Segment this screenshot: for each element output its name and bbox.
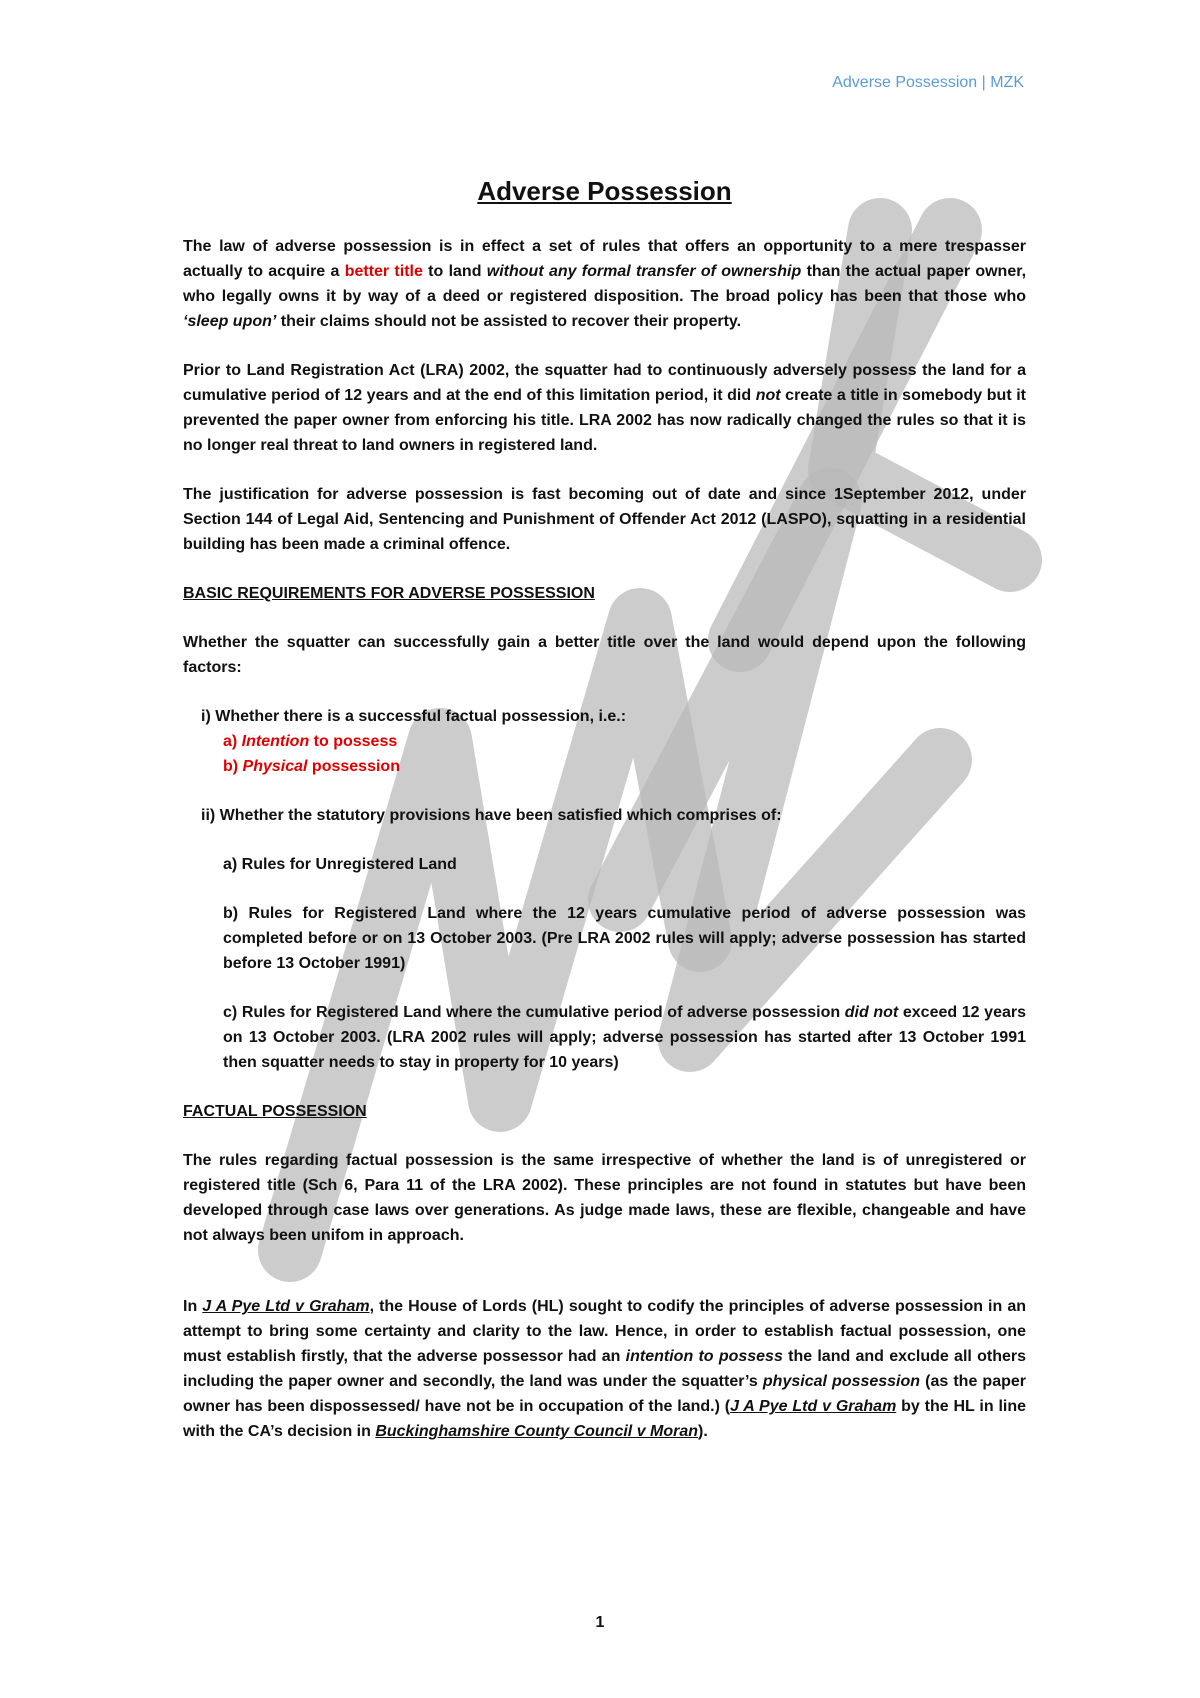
italic-run: ‘sleep upon’ [183, 313, 277, 330]
text-run: Prior to Land Registration Act (LRA) 2002, the squatter had to continuously adversely possess the land for a cumulative period of 12 years and at the end of this limitation period, it did [183, 362, 1026, 404]
paragraph-intro [183, 234, 1026, 334]
text-run: , the House of Lords (HL) sought to codify the principles of adverse possession in an attempt to bring some certainty and clarity to the law. Hence, in order to establish factual possession, one must establish firstly, that the adverse possessor had an [183, 1298, 1027, 1365]
list-factual-possession [201, 704, 1026, 779]
italic-run: did not [844, 1004, 899, 1021]
text-run: by the HL in line with the CA’s decision in [183, 1398, 1027, 1440]
text-run: In [183, 1298, 203, 1315]
list-statutory-provisions [201, 803, 1026, 828]
text-run: (as the paper owner has been dispossessed/ have not be in occupation of the land.) ( [183, 1373, 1027, 1415]
paragraph-laspo: The justification for adverse possession is fast becoming out of date and since 1September 2012, under Section 144 of Legal Aid, Sentencing and Punishment of Offender Act 2012 (LASPO), squatting in a residential building has been made a criminal offence. [183, 486, 1026, 553]
list-item-registered-pre: b) Rules for Registered Land where the 12 years cumulative period of adverse possession was completed before or on 13 October 2003. (Pre LRA 2002 rules will apply; adverse possession has started before 13 October 1991) [223, 905, 1026, 972]
italic-run: Intention [241, 733, 310, 750]
case-citation: Buckinghamshire County Council v Moran [375, 1423, 699, 1440]
italic-run: without any formal transfer of ownership [486, 263, 802, 280]
italic-run: Physical [242, 758, 308, 775]
document-body [183, 174, 1026, 1468]
list-marker: b) [223, 758, 243, 775]
text-run: ). [698, 1423, 708, 1440]
list-item-registered-post [223, 1000, 1026, 1075]
italic-run: not [755, 387, 781, 404]
text-run: than the actual paper owner, who legally owns it by way of a deed or registered disposition. The broad policy has been that those who [183, 263, 1027, 305]
text-run: exceed 12 years on 13 October 2003. (LRA 2002 rules will apply; adverse possession has started after 13 October 1991 then squatter needs to stay in property for 10 years) [223, 1004, 1026, 1071]
paragraph-factual-rules: The rules regarding factual possession is the same irrespective of whether the land is of unregistered or registered title (Sch 6, Para 11 of the LRA 2002). These principles are not found in statutes but have been developed through case laws over generations. As judge made laws, these are flexible, changeable and have not always been unifom in approach. [183, 1152, 1026, 1244]
paragraph-lra [183, 358, 1026, 458]
case-citation: J A Pye Ltd v Graham [202, 1298, 370, 1315]
text-run: c) Rules for Registered Land where the cumulative period of adverse possession [223, 1004, 845, 1021]
text-run: to possess [309, 733, 398, 750]
page-number: 1 [595, 1614, 605, 1631]
italic-run: intention to possess [625, 1348, 783, 1365]
italic-run: physical possession [762, 1373, 921, 1390]
list-item-physical [223, 754, 1026, 779]
text-run: possession [307, 758, 400, 775]
text-run: The law of adverse possession is in effect a set of rules that offers an opportunity to a mere trespasser actually to acquire a [183, 238, 1026, 280]
running-header: Adverse Possession | MZK [832, 74, 1024, 91]
paragraph-factors: Whether the squatter can successfully gain a better title over the land would depend upon the following factors: [183, 634, 1026, 676]
list-item-intention [223, 729, 1026, 754]
spacer [183, 1272, 1026, 1294]
case-citation: J A Pye Ltd v Graham [730, 1398, 897, 1415]
list-label: i) Whether there is a successful factual possession, i.e.: [201, 708, 627, 725]
list-marker: a) [223, 733, 242, 750]
list-item-unregistered: a) Rules for Unregistered Land [223, 856, 457, 873]
heading-factual-possession: FACTUAL POSSESSION [183, 1103, 367, 1120]
text-run: their claims should not be assisted to recover their property. [276, 313, 742, 330]
list-label: ii) Whether the statutory provisions have been satisfied which comprises of: [201, 807, 782, 824]
page-title: Adverse Possession [477, 176, 732, 206]
paragraph-pye-case [183, 1294, 1026, 1444]
heading-basic-requirements: BASIC REQUIREMENTS FOR ADVERSE POSSESSION [183, 585, 595, 602]
text-run: to land [422, 263, 487, 280]
text-run: create a title in somebody but it prevented the paper owner from enforcing his title. LRA 2002 has now radically changed the rules so that it is no longer real threat to land owners in registered land. [183, 387, 1027, 454]
highlight-better-title: better title [344, 263, 423, 280]
text-run: the land and exclude all others including the paper owner and secondly, the land was under the squatter’s [183, 1348, 1026, 1390]
